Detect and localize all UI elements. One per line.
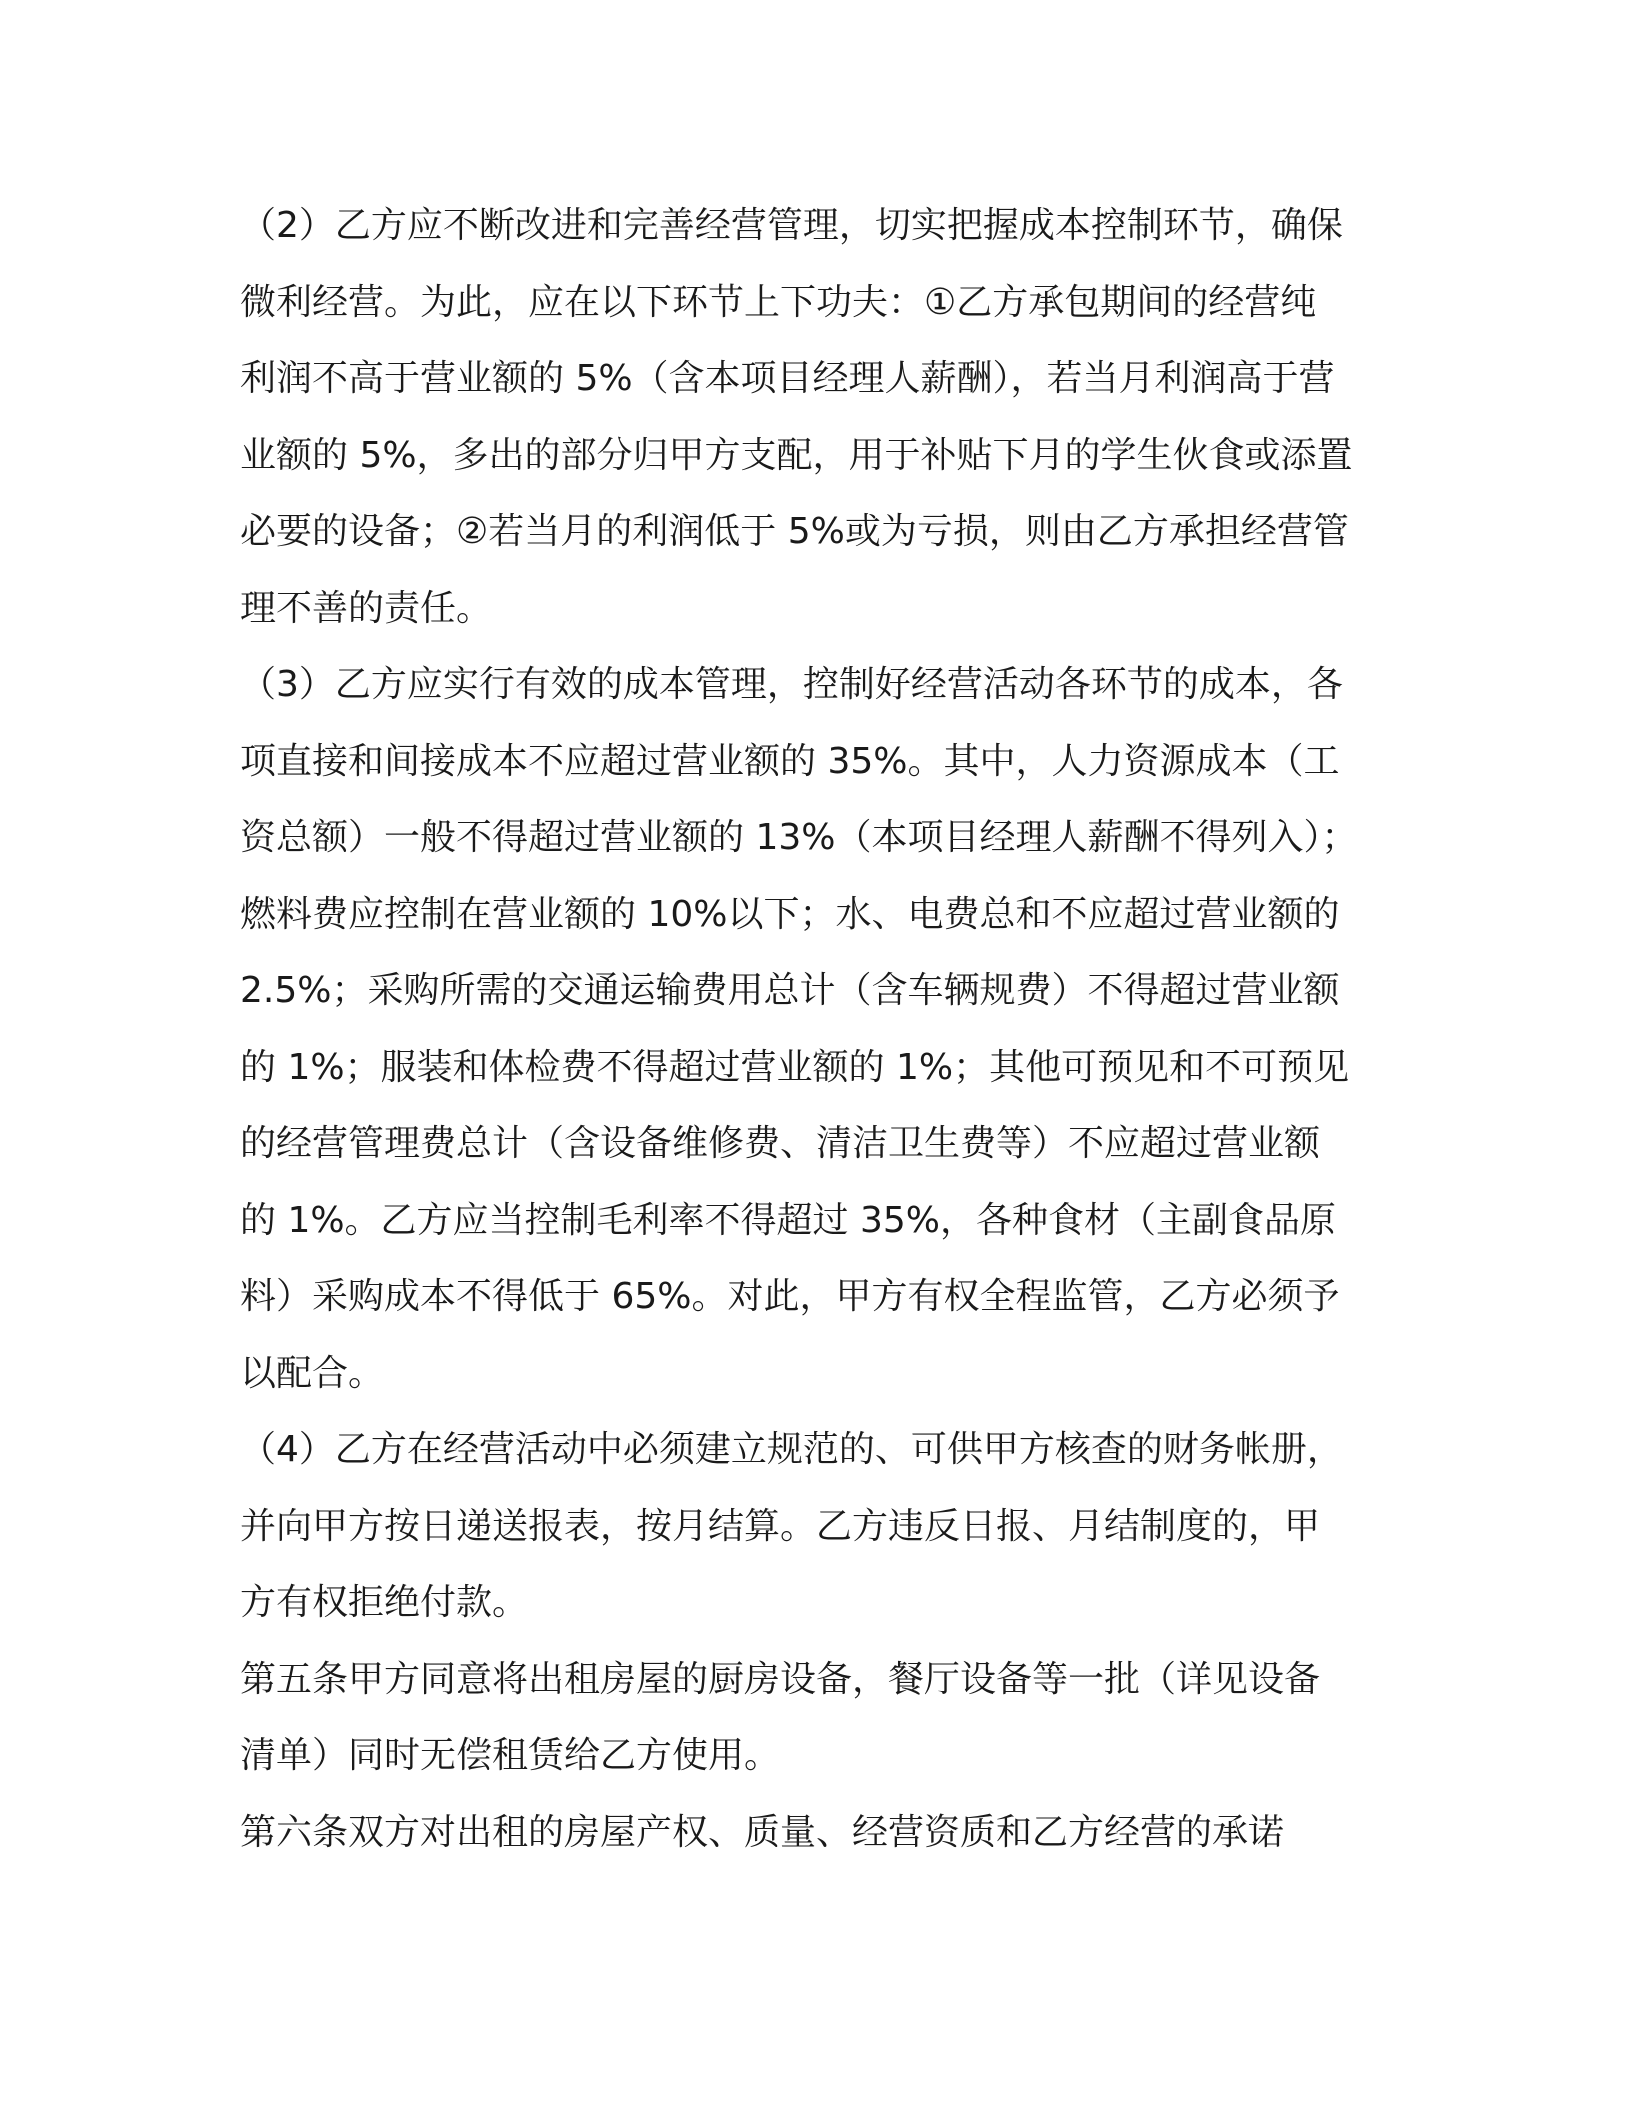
text-line: 第六条双方对出租的房屋产权、质量、经营资质和乙方经营的承诺	[240, 1811, 1285, 1853]
paragraph-clause-3	[240, 647, 1390, 1412]
text-line: 业额的 5%，多出的部分归甲方支配，用于补贴下月的学生伙食或添置	[240, 434, 1353, 476]
text-line: 微利经营。为此，应在以下环节上下功夫：①乙方承包期间的经营纯	[240, 281, 1317, 323]
paragraph-article-5	[240, 1642, 1390, 1795]
text-line: 并向甲方按日递送报表，按月结算。乙方违反日报、月结制度的，甲	[240, 1505, 1321, 1547]
text-line: 料）采购成本不得低于 65%。对此，甲方有权全程监管，乙方必须予	[240, 1276, 1340, 1317]
text-line: 利润不高于营业额的 5%（含本项目经理人薪酬），若当月利润高于营	[240, 358, 1335, 399]
paragraph-article-6	[240, 1795, 1390, 1872]
text-line: 必要的设备；②若当月的利润低于 5%或为亏损，则由乙方承担经营管	[240, 511, 1349, 552]
text-line: 理不善的责任。	[240, 587, 493, 629]
paragraph-clause-2	[240, 188, 1390, 647]
text-line: 方有权拒绝付款。	[240, 1582, 529, 1623]
text-line: 的 1%。乙方应当控制毛利率不得超过 35%，各种食材（主副食品原	[240, 1199, 1337, 1241]
text-line: 的经营管理费总计（含设备维修费、清洁卫生费等）不应超过营业额	[240, 1123, 1321, 1164]
text-line: 的 1%；服装和体检费不得超过营业额的 1%；其他可预见和不可预见	[240, 1046, 1350, 1088]
text-line: （3）乙方应实行有效的成本管理，控制好经营活动各环节的成本，各	[240, 664, 1343, 705]
text-line: （2）乙方应不断改进和完善经营管理，切实把握成本控制环节，确保	[240, 205, 1343, 246]
text-line: 清单）同时无偿租赁给乙方使用。	[240, 1735, 781, 1776]
text-line: 燃料费应控制在营业额的 10%以下；水、电费总和不应超过营业额的	[240, 893, 1340, 935]
document-body	[240, 188, 1390, 1871]
paragraph-clause-4	[240, 1412, 1390, 1642]
text-line: 第五条甲方同意将出租房屋的厨房设备，餐厅设备等一批（详见设备	[240, 1658, 1321, 1700]
text-line: （4）乙方在经营活动中必须建立规范的、可供甲方核查的财务帐册，	[240, 1429, 1343, 1470]
text-line: 资总额）一般不得超过营业额的 13%（本项目经理人薪酬不得列入）；	[240, 817, 1358, 858]
text-line: 2.5%；采购所需的交通运输费用总计（含车辆规费）不得超过营业额	[240, 970, 1340, 1011]
text-line: 以配合。	[240, 1352, 385, 1394]
text-line: 项直接和间接成本不应超过营业额的 35%。其中，人力资源成本（工	[240, 740, 1340, 782]
